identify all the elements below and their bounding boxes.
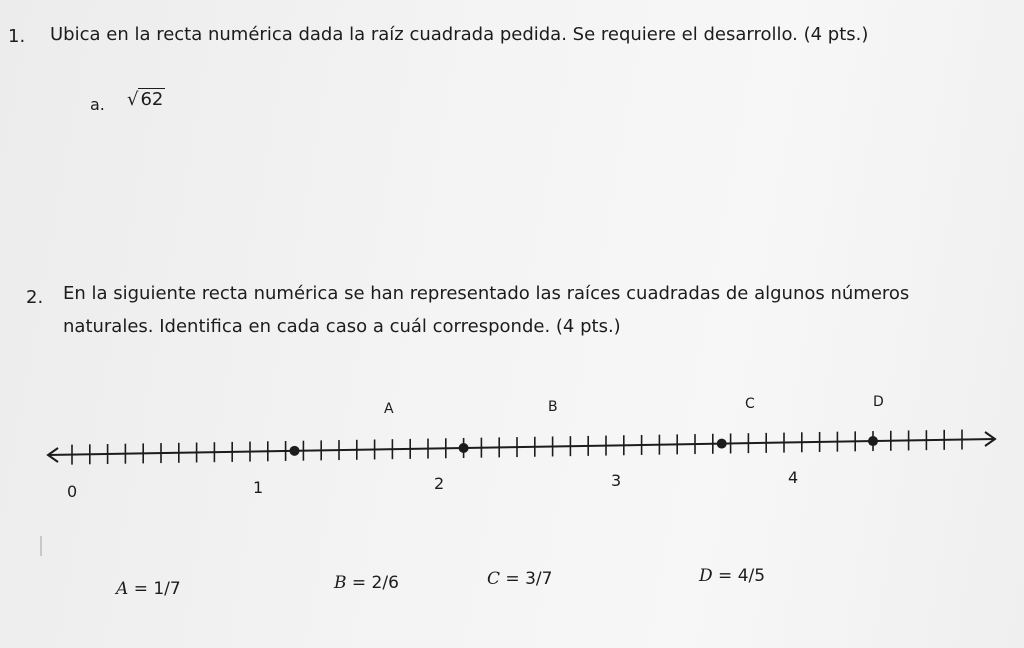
q1-number: 1. — [8, 26, 26, 47]
paper-mark — [40, 536, 42, 556]
tick-label-4: 4 — [788, 468, 799, 487]
answer-a: A = 1/7 — [116, 579, 181, 599]
point-label-d: D — [873, 394, 884, 410]
q2-line1: En la siguiente recta numérica se han representado las raíces cuadradas de algunos números — [63, 283, 910, 304]
point-label-a: A — [384, 401, 394, 417]
point-a — [290, 446, 300, 456]
number-line-axis — [48, 439, 995, 455]
answer-c: C = 3/7 — [487, 569, 553, 589]
q2-number: 2. — [26, 287, 44, 308]
point-d — [868, 436, 878, 446]
q2-line2: naturales. Identifica en cada caso a cuál corresponde. (4 pts.) — [63, 316, 621, 337]
q1-text: Ubica en la recta numérica dada la raíz cuadrada pedida. Se requiere el desarrollo. (4 pts.) — [50, 24, 869, 45]
point-label-b: B — [548, 399, 558, 415]
q1-item-label: a. — [90, 95, 105, 114]
tick-label-1: 1 — [253, 478, 264, 497]
answer-d: D = 4/5 — [699, 566, 766, 586]
tick-label-0: 0 — [67, 482, 78, 501]
tick-label-2: 2 — [434, 474, 445, 493]
answer-b: B = 2/6 — [334, 573, 399, 593]
radical-sign: √ — [127, 89, 139, 110]
point-label-c: C — [745, 396, 755, 412]
tick-label-3: 3 — [611, 471, 622, 490]
radicand: 62 — [140, 89, 164, 110]
point-c — [717, 439, 727, 449]
point-b — [459, 443, 469, 453]
